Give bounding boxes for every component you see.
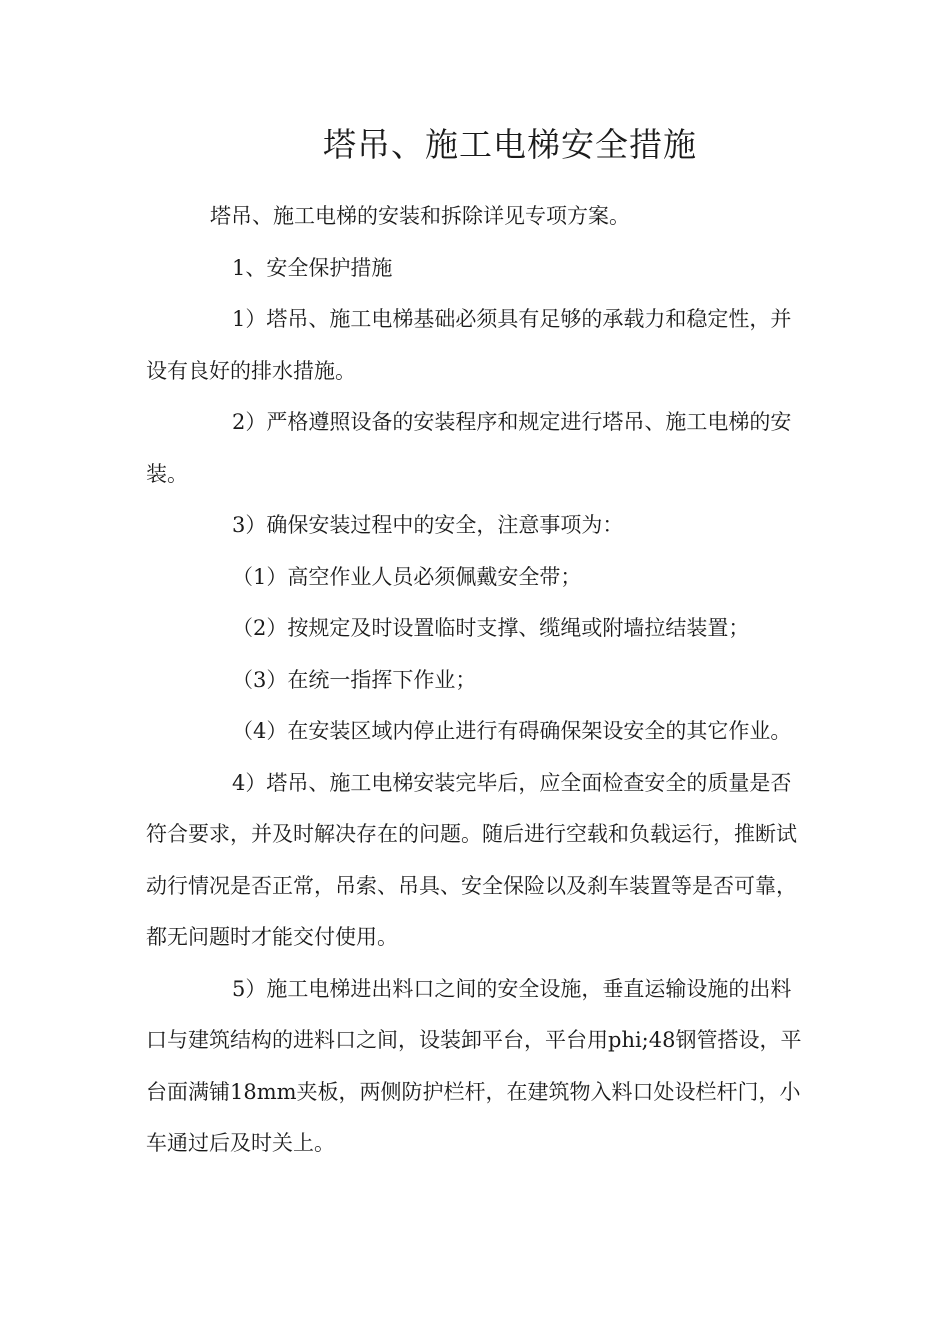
measure-item-5: 5）施工电梯进出料口之间的安全设施，垂直运输设施的出料口与建筑结构的进料口之间，设装卸平台，平台用phi;48钢管搭设，平台面满铺18mm夹板，两侧防护栏杆，在建筑物入料口处设栏杆门，小车通过后及时关上。 bbox=[146, 976, 802, 1155]
measure-item-2: 2）严格遵照设备的安装程序和规定进行塔吊、施工电梯的安装。 bbox=[146, 410, 792, 486]
measure-item-1: 1）塔吊、施工电梯基础必须具有足够的承载力和稳定性，并设有良好的排水措施。 bbox=[146, 307, 792, 383]
measure-item-3: 3）确保安装过程中的安全，注意事项为： bbox=[232, 513, 624, 537]
sub-item-4: （4）在安装区域内停止进行有碍确保架设安全的其它作业。 bbox=[232, 719, 792, 743]
document-title: 塔吊、施工电梯安全措施 bbox=[323, 125, 697, 164]
intro-paragraph: 塔吊、施工电梯的安装和拆除详见专项方案。 bbox=[210, 204, 630, 228]
sub-item-1: （1）高空作业人员必须佩戴安全带； bbox=[232, 564, 582, 589]
measure-item-4: 4）塔吊、施工电梯安装完毕后，应全面检查安全的质量是否符合要求，并及时解决存在的问题。随后进行空载和负载运行，推断试动行情况是否正常，吊索、吊具、安全保险以及刹车装置等是否可靠，都无问题时才能交付使用。 bbox=[146, 770, 797, 949]
section-heading: 1、安全保护措施 bbox=[232, 255, 393, 280]
sub-item-2: （2）按规定及时设置临时支撑、缆绳或附墙拉结装置； bbox=[232, 616, 750, 640]
sub-item-3: （3）在统一指挥下作业； bbox=[232, 667, 477, 692]
document-body bbox=[146, 191, 806, 1170]
